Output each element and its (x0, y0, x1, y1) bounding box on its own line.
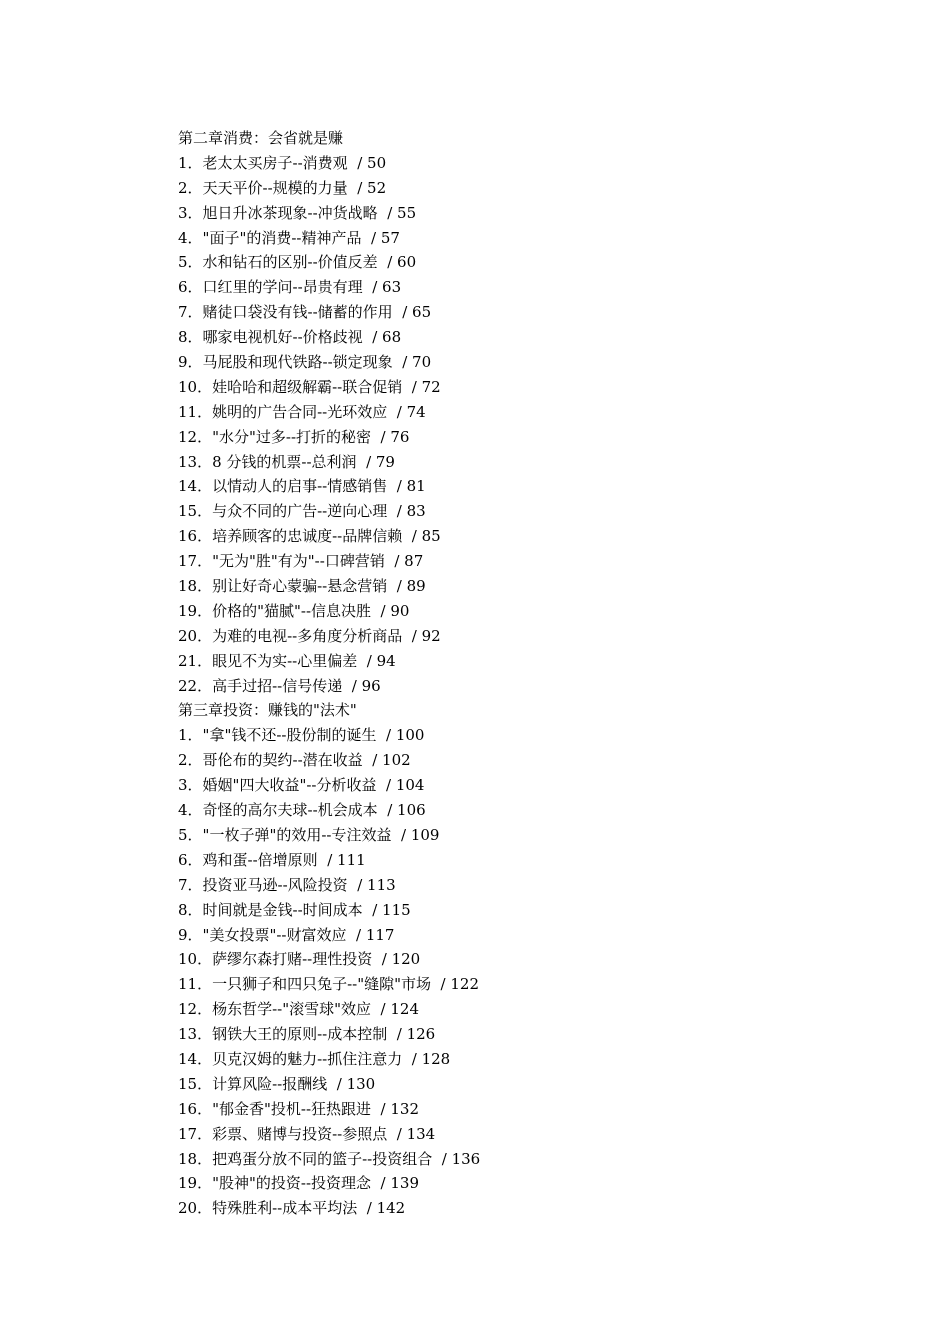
toc-entry: 17．"无为"胜"有为"--口碑营销 / 87 (178, 552, 424, 571)
toc-entry: 18．别让好奇心蒙骗--悬念营销 / 89 (178, 577, 426, 596)
toc-entry: 19．"股神"的投资--投资理念 / 139 (178, 1174, 420, 1193)
toc-entry: 21．眼见不为实--心里偏差 / 94 (178, 651, 396, 670)
chapter-section (178, 126, 878, 698)
toc-entry: 10．萨缪尔森打赌--理性投资 / 120 (178, 950, 421, 969)
toc-entry: 5．"一枚子弹"的效用--专注效益 / 109 (178, 825, 440, 844)
toc-entry: 11．一只狮子和四只兔子--"缝隙"市场 / 122 (178, 975, 480, 994)
toc-entry: 11．姚明的广告合同--光环效应 / 74 (178, 402, 426, 421)
toc-entry: 19．价格的"猫腻"--信息决胜 / 90 (178, 601, 410, 620)
toc-entry: 4．"面子"的消费--精神产品 / 57 (178, 228, 400, 247)
toc-entry: 7．赌徒口袋没有钱--储蓄的作用 / 65 (178, 303, 432, 322)
toc-entry: 6．鸡和蛋--倍增原则 / 111 (178, 850, 366, 869)
toc-entry: 12．"水分"过多--打折的秘密 / 76 (178, 427, 410, 446)
toc-entry: 5．水和钻石的区别--价值反差 / 60 (178, 253, 417, 272)
toc-entry: 14．以情动人的启事--情感销售 / 81 (178, 477, 426, 496)
toc-entry: 3．婚姻"四大收益"--分析收益 / 104 (178, 776, 425, 795)
toc-entry: 16．"郁金香"投机--狂热跟进 / 132 (178, 1099, 420, 1118)
toc-entry: 20．特殊胜利--成本平均法 / 142 (178, 1199, 406, 1218)
toc-entry: 18．把鸡蛋分放不同的篮子--投资组合 / 136 (178, 1149, 481, 1168)
toc-entry: 7．投资亚马逊--风险投资 / 113 (178, 875, 396, 894)
toc-entry: 13．8 分钱的机票--总利润 / 79 (178, 452, 395, 471)
toc-entry: 8．哪家电视机好--价格歧视 / 68 (178, 328, 402, 347)
toc-entry: 22．高手过招--信号传递 / 96 (178, 676, 381, 695)
toc-entry: 16．培养顾客的忠诚度--品牌信赖 / 85 (178, 527, 441, 546)
toc-entry: 2．哥伦布的契约--潜在收益 / 102 (178, 751, 411, 770)
toc-entry: 20．为难的电视--多角度分析商品 / 92 (178, 626, 441, 645)
toc-entry: 9．"美女投票"--财富效应 / 117 (178, 925, 395, 944)
toc-entry: 8．时间就是金钱--时间成本 / 115 (178, 900, 411, 919)
toc-entry: 15．与众不同的广告--逆向心理 / 83 (178, 502, 426, 521)
toc-entry: 13．钢铁大王的原则--成本控制 / 126 (178, 1025, 436, 1044)
toc-entry: 12．杨东哲学--"滚雪球"效应 / 124 (178, 1000, 420, 1019)
toc-entry: 1．"拿"钱不还--股份制的诞生 / 100 (178, 726, 425, 745)
toc-entry: 2．天天平价--规模的力量 / 52 (178, 178, 387, 197)
chapter-section (178, 698, 878, 1221)
table-of-contents (178, 126, 878, 1221)
toc-entry: 17．彩票、赌博与投资--参照点 / 134 (178, 1124, 436, 1143)
toc-entry: 9．马屁股和现代铁路--锁定现象 / 70 (178, 353, 432, 372)
chapter-heading: 第二章消费：会省就是赚 (178, 129, 344, 147)
toc-entry: 1．老太太买房子--消费观 / 50 (178, 153, 387, 172)
toc-entry: 3．旭日升冰茶现象--冲货战略 / 55 (178, 203, 417, 222)
toc-entry: 6．口红里的学问--昂贵有理 / 63 (178, 278, 402, 297)
toc-entry: 4．奇怪的高尔夫球--机会成本 / 106 (178, 801, 426, 820)
chapter-heading: 第三章投资：赚钱的"法术" (178, 701, 357, 720)
toc-entry: 14．贝克汉姆的魅力--抓住注意力 / 128 (178, 1049, 451, 1068)
toc-entry: 10．娃哈哈和超级解霸--联合促销 / 72 (178, 377, 441, 396)
toc-entry: 15．计算风险--报酬线 / 130 (178, 1074, 376, 1093)
